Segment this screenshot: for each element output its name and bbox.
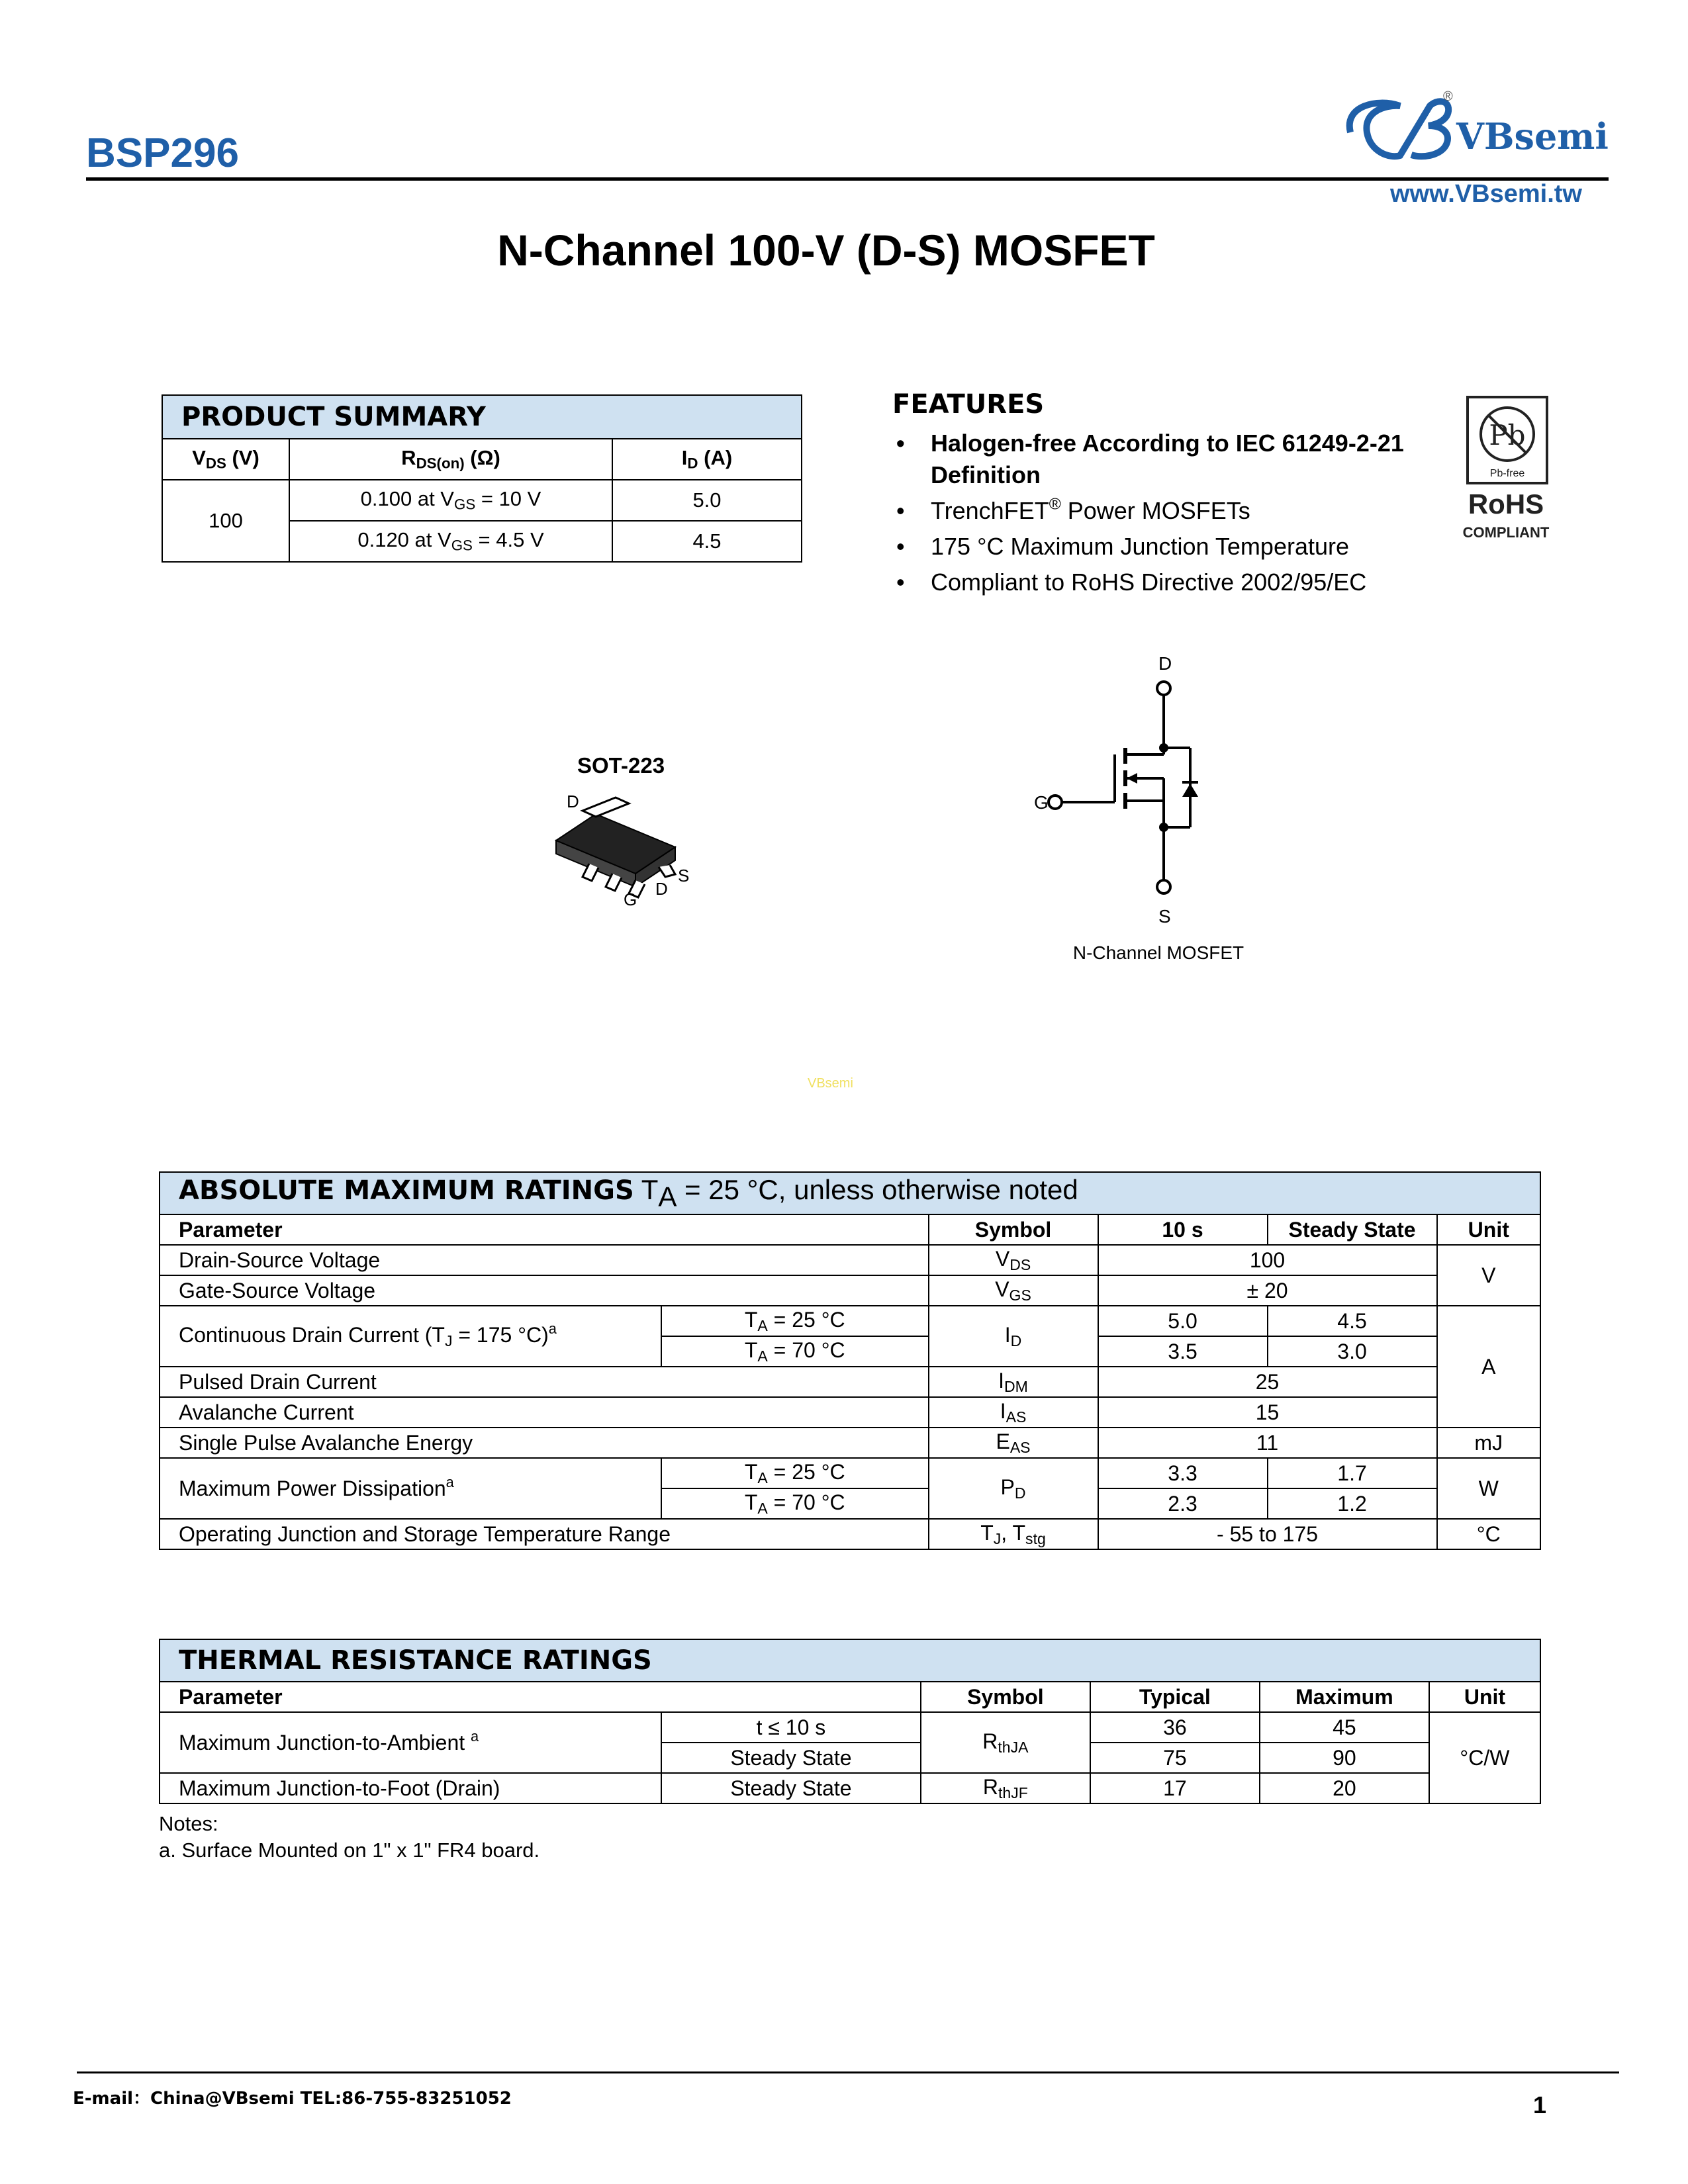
page-title: N-Channel 100-V (D-S) MOSFET [497,226,1155,275]
table-row: Pulsed Drain Current $I_{DM}$ 25 [160,1367,1540,1397]
col-vds: $V_{DS}$ (V) [162,439,289,480]
rohs-compliant: COMPLIANT [1462,524,1550,541]
pkg-pin-d-top: D [567,792,579,811]
table-row: Maximum Junction-to-Foot (Drain) Steady State $R_{thJF}$ 17 20 [160,1773,1540,1803]
absolute-maximum-ratings-table [159,1171,1541,1550]
table-row: Steady State 75 90 [160,1743,1540,1773]
pkg-pin-d: D [655,879,668,899]
pb-free-badge-icon [1466,396,1548,484]
table-row: $T_A = 70$ °C 2.3 1.2 [160,1488,1540,1519]
id-row-1: 5.0 [612,480,802,521]
rohs-label: RoHS [1468,488,1544,520]
website-link[interactable]: www.VBsemi.tw [1390,180,1582,208]
rds-row-2: 0.120 at $V_{GS} = 4.5$ V [289,521,612,562]
rds-row-1: 0.100 at $V_{GS} = 10$ V [289,480,612,521]
col-id: $I_D$ (A) [612,439,802,480]
col-rds: $R_{DS(on)}$ (Ω) [289,439,612,480]
svg-text:Pb: Pb [1489,419,1526,451]
symbol-s-label: S [1158,906,1171,927]
table-row: Gate-Source Voltage $V_{GS}$ ± 20 [160,1275,1540,1306]
feature-item: • 175 °C Maximum Junction Temperature [894,531,1443,563]
id-row-2: 4.5 [612,521,802,562]
pkg-pin-g: G [624,889,637,907]
table-row: Maximum Power Dissipation$^a$ $T_A = 25$ °C $P_D$ 3.3 1.7 W [160,1458,1540,1488]
n-channel-mosfet-symbol-icon [1033,655,1218,933]
sot223-package-icon [543,788,715,907]
symbol-g-label: G [1034,792,1049,813]
part-number: BSP296 [86,130,239,176]
product-summary-heading: PRODUCT SUMMARY [162,395,802,439]
note-a: a. Surface Mounted on 1" x 1" FR4 board. [159,1839,540,1862]
features-list [894,428,1443,602]
notes-heading: Notes: [159,1812,218,1835]
table-header-row: Parameter Symbol 10 s Steady State Unit [160,1214,1540,1245]
table-row: Operating Junction and Storage Temperature Range $T_J$, $T_{stg}$ - 55 to 175 °C [160,1519,1540,1549]
features-heading: FEATURES [892,389,1045,420]
table-row: Maximum Junction-to-Ambient $^a$ t ≤ 10 s $R_{thJA}$ 36 45 °C/W [160,1712,1540,1743]
registered-mark: ® [1443,89,1453,104]
abs-max-heading: ABSOLUTE MAXIMUM RATINGS $T_A = 25$ °C, unless otherwise noted [160,1172,1540,1214]
feature-item: • Compliant to RoHS Directive 2002/95/EC [894,567,1443,598]
footer-rule [77,2071,1619,2073]
table-row: Avalanche Current $I_{AS}$ 15 [160,1397,1540,1428]
product-summary-table [162,394,802,563]
thermal-resistance-table [159,1639,1541,1804]
symbol-d-label: D [1158,655,1172,674]
brand-name: VBsemi [1456,115,1609,158]
package-name: SOT-223 [577,753,665,778]
feature-item: • Halogen-free According to IEC 61249-2-21 Definition [894,428,1443,491]
table-row: Single Pulse Avalanche Energy $E_{AS}$ 11 mJ [160,1428,1540,1458]
footer-contact: E-mail：China@VBsemi TEL:86-755-83251052 [73,2089,512,2109]
watermark: VBsemi [808,1076,853,1091]
vbsemi-logo [1337,86,1615,179]
notes [159,1811,539,1864]
page-number: 1 [1533,2091,1547,2118]
table-header-row: Parameter Symbol Typical Maximum Unit [160,1682,1540,1712]
table-row: Continuous Drain Current ($T_J = 175$ °C)$^a$ $T_A = 25$ °C $I_D$ 5.0 4.5 A [160,1306,1540,1336]
table-row: $T_A = 70$ °C 3.5 3.0 [160,1336,1540,1367]
symbol-caption: N-Channel MOSFET [1072,942,1244,963]
svg-text:Pb-free: Pb-free [1489,468,1525,479]
pkg-pin-s: S [678,866,690,886]
table-row: Drain-Source Voltage $V_{DS}$ 100 V [160,1245,1540,1275]
thermal-heading: THERMAL RESISTANCE RATINGS [160,1639,1540,1682]
feature-item: • TrenchFET® Power MOSFETs [894,495,1443,527]
vds-value: 100 [162,480,289,562]
